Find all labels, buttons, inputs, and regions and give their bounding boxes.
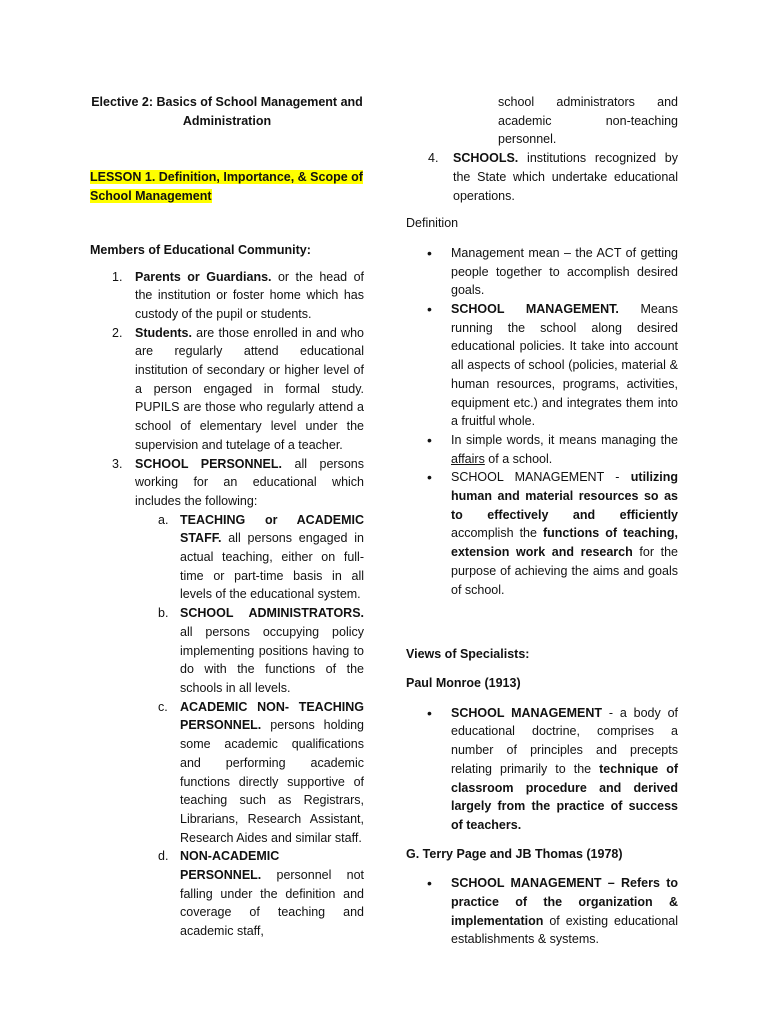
list-item: 2. Students. are those enrolled in and who are regularly attend educational institution of secondary or higher level of a person engaged in formal study. PUPILS are those who regularly attend a school of elementary level under the supervision and tutelage of a teacher.: [112, 325, 364, 452]
bullet-icon: •: [427, 301, 432, 318]
page-thomas-list: [406, 874, 678, 949]
list-item: c. ACADEMIC NON- TEACHING PERSONNEL. persons holding some academic qualifications and performing academic functions directly supportive of teaching such as Registrars, Librarians, Research Assistant, Research Aides and similar staff.: [158, 699, 364, 845]
list-item: • Management mean – the ACT of getting people together to accomplish desired goals.: [427, 244, 678, 298]
list-item: • SCHOOL MANAGEMENT - utilizing human and material resources so as to effectively and efficiently accomplish the functions of teaching, extension work and research for the purpose of achieving the aims and goals of school.: [427, 469, 678, 597]
list-item: • SCHOOL MANAGEMENT - a body of educational doctrine, comprises a number of principles and precepts relating primarily to the technique of classroom procedure and derived largely from the practice of success of teachers.: [427, 704, 678, 832]
lesson-heading: LESSON 1. Definition, Importance, & Scope of School Management: [90, 170, 363, 204]
list-item: • In simple words, it means managing the affairs of a school.: [427, 431, 678, 466]
bullet-icon: •: [427, 244, 432, 261]
document-title: Elective 2: Basics of School Management and Administration: [91, 95, 363, 128]
specialist-heading: Paul Monroe (1913): [406, 675, 521, 690]
views-heading: Views of Specialists:: [406, 647, 530, 662]
bullet-icon: •: [427, 875, 432, 892]
monroe-list: [406, 704, 678, 835]
definition-list: [406, 244, 678, 599]
list-item: 4. SCHOOLS. institutions recognized by the State which undertake educational operations.: [428, 151, 678, 203]
list-item: 3. SCHOOL PERSONNEL. all persons working for an educational which includes the following:: [112, 456, 364, 508]
definition-heading: Definition: [406, 216, 459, 231]
members-list: [90, 268, 364, 941]
members-heading: Members of Educational Community:: [90, 242, 311, 257]
list-item: • SCHOOL MANAGEMENT. Means running the school along desired educational policies. It take into account all aspects of school (policies, material & human resources, programs, activities, equipment etc.) and integrates them into a fruitful whole.: [427, 301, 678, 429]
left-column: [90, 93, 364, 941]
right-column: [406, 93, 678, 949]
list-item: a. TEACHING or ACADEMIC STAFF. all persons engaged in actual teaching, either on full-time or part-time basis in all levels of the educational system.: [158, 512, 364, 602]
list-item: • SCHOOL MANAGEMENT – Refers to practice of the organization & implementation of existing educational establishments & systems.: [427, 875, 678, 947]
list-item: d. NON-ACADEMIC PERSONNEL. personnel not falling under the definition and coverage of teaching and academic staff,: [158, 849, 364, 939]
list-item: b. SCHOOL ADMINISTRATORS. all persons occupying policy implementing positions having to do with the functions of the schools in all levels.: [158, 606, 364, 695]
list-item-continuation: school administrators and academic non-teaching personnel.: [498, 95, 678, 147]
specialist-heading: G. Terry Page and JB Thomas (1978): [406, 846, 623, 861]
bullet-icon: •: [427, 469, 432, 486]
bullet-icon: •: [427, 704, 432, 721]
bullet-icon: •: [427, 431, 432, 448]
list-item: 1. Parents or Guardians. or the head of the institution or foster home which has custody of the pupil or students.: [112, 269, 364, 321]
